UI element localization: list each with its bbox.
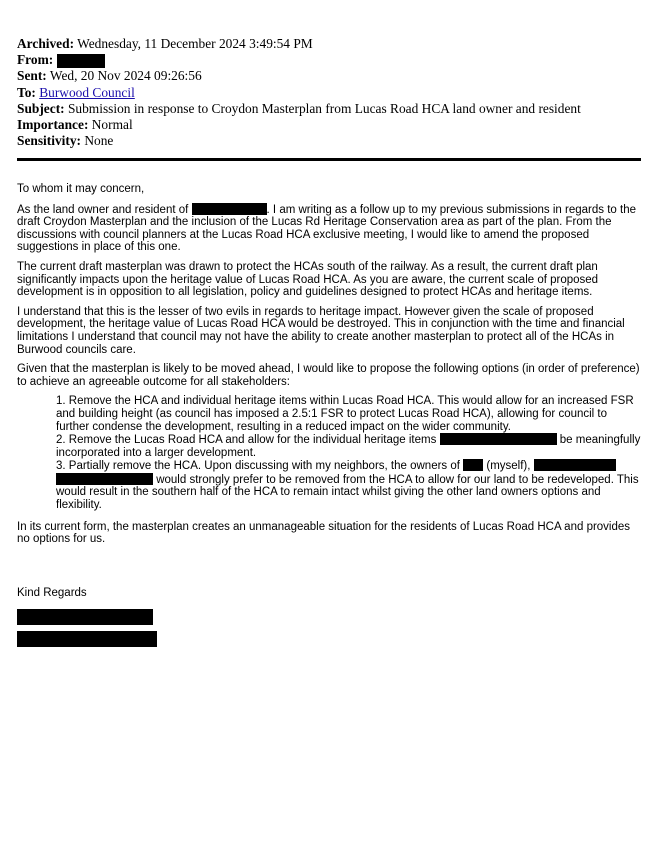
item-2-end: be meaningfully incorporated into a larger development.: [56, 434, 641, 459]
archived-row: [17, 36, 637, 52]
email-header: [17, 36, 637, 149]
sensitivity-row: [17, 133, 637, 149]
archived-value: Wednesday, 11 December 2024 3:49:54 PM: [77, 36, 313, 51]
to-label: To:: [17, 84, 36, 100]
paragraph-5: In its current form, the masterplan creates an unmanageable situation for the residents of Lucas Road HCA and provides no options for us.: [17, 520, 631, 546]
redacted-signature-details: [17, 631, 157, 647]
item-3-end: would strongly prefer to be removed from the HCA to allow for our land to be redeveloped. This would result in the southern half of the HCA to remain intact whilst giving the other land owners options and flexibility.: [56, 473, 639, 512]
paragraph-1: [17, 203, 641, 254]
importance-value: Normal: [91, 117, 133, 133]
paragraph-1-start: As the land owner and resident of: [17, 203, 189, 216]
subject-row: [17, 101, 637, 117]
redacted-neighbors-2: [56, 473, 153, 485]
redacted-address: [192, 203, 267, 215]
item-3-mid: (myself),: [486, 460, 531, 473]
redacted-neighbors-1: [534, 459, 616, 471]
email-body: [17, 183, 641, 553]
options-list: [17, 395, 641, 511]
paragraph-1-end: . I am writing as a follow up to my previous submissions in regards to the draft Croydon Masterplan and the inclusion of the Lucas Rd Heritage Conservation area as part of the plan. From the discussions with council planners at the Lucas Road HCA exclusive meeting, I would like to amend the proposed suggestions in place of this one.: [17, 203, 636, 254]
paragraph-2: The current draft masterplan was drawn to protect the HCAs south of the railway. As a result, the current draft plan significantly impacts upon the heritage value of Lucas Road HCA. As you are aware, the current scale of proposed development is in opposition to all legislation, policy and guidelines designed to protect HCAs and heritage items.: [17, 260, 599, 299]
redacted-heritage-items: [440, 433, 557, 445]
list-item: [56, 459, 641, 511]
from-label: From:: [17, 52, 54, 68]
sent-label: Sent:: [17, 68, 47, 84]
sent-row: [17, 68, 637, 84]
subject-label: Subject:: [17, 100, 65, 116]
redacted-property: [463, 459, 483, 471]
to-row: [17, 85, 637, 101]
redacted-sender: [57, 54, 105, 68]
item-3-start: 3. Partially remove the HCA. Upon discussing with my neighbors, the owners of: [56, 460, 460, 473]
archived-label: Archived:: [17, 36, 75, 51]
redacted-signature-name: [17, 609, 153, 625]
sensitivity-value: None: [84, 133, 114, 149]
from-row: [17, 52, 637, 68]
recipient-link[interactable]: Burwood Council: [39, 84, 135, 100]
header-divider: [17, 158, 641, 161]
item-2-start: 2. Remove the Lucas Road HCA and allow for the individual heritage items: [56, 434, 437, 447]
sent-value: Wed, 20 Nov 2024 09:26:56: [49, 68, 202, 84]
paragraph-4: Given that the masterplan is likely to be moved ahead, I would like to propose the following options (in order of preference) to achieve an agreeable outcome for all stakeholders:: [17, 363, 640, 388]
list-item: 1. Remove the HCA and individual heritage items within Lucas Road HCA. This would allow for an increased FSR and building height (as council has imposed a 2.5:1 FSR to protect Lucas Road HCA), allowing for council to further condense the development, resulting in a reduced impact on the wider community.: [56, 395, 634, 433]
list-item: [56, 433, 641, 459]
greeting: To whom it may concern,: [17, 183, 145, 195]
closing: Kind Regards: [17, 587, 87, 599]
importance-row: [17, 117, 637, 133]
subject-value: Submission in response to Croydon Masterplan from Lucas Road HCA land owner and resident: [67, 100, 581, 116]
sensitivity-label: Sensitivity:: [17, 133, 81, 149]
signature-block: [17, 587, 157, 647]
paragraph-3: I understand that this is the lesser of two evils in regards to heritage impact. However given the scale of proposed development, the heritage value of Lucas Road HCA would be destroyed. This in conjunction with the time and financial limitations I understand that council may not have the ability to create another masterplan to protect all of the HCAs in Burwood councils care.: [17, 305, 625, 356]
importance-label: Importance:: [17, 117, 89, 133]
